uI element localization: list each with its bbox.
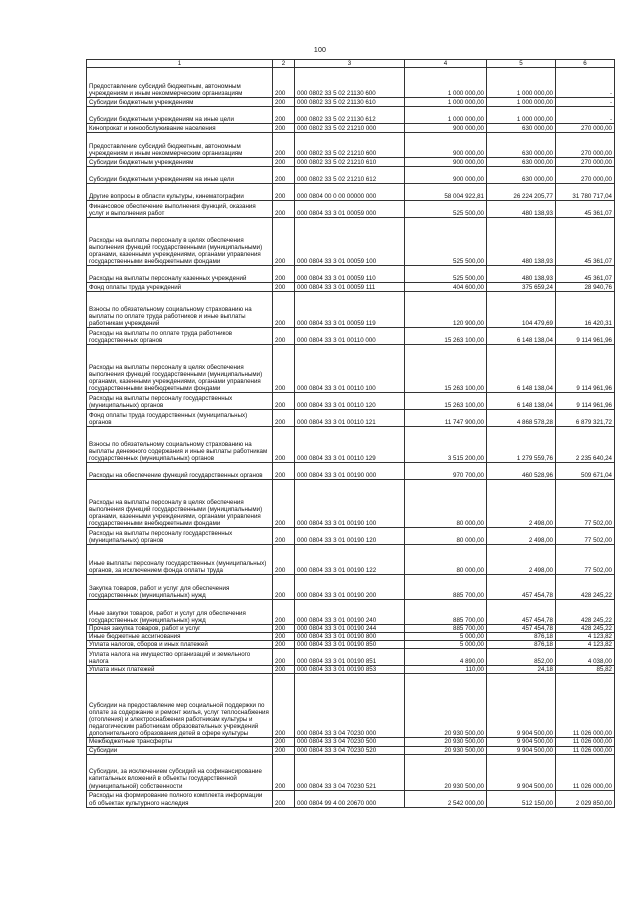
- row-approved-cell: 80 000,00: [405, 480, 487, 528]
- row-executed-cell: 2 498,00: [487, 545, 556, 575]
- row-code-cell: 200: [273, 625, 295, 633]
- row-classification-cell: 000 0804 33 3 01 00190 100: [295, 480, 405, 528]
- row-code-cell: 200: [273, 167, 295, 184]
- row-executed-cell: 26 224 205,77: [487, 184, 556, 201]
- row-approved-cell: 900 000,00: [405, 167, 487, 184]
- row-unexecuted-cell: 4 038,00: [556, 649, 615, 666]
- row-executed-cell: 104 479,69: [487, 292, 556, 328]
- row-executed-cell: 876,18: [487, 633, 556, 641]
- column-header: 1: [87, 60, 273, 68]
- row-executed-cell: 9 904 500,00: [487, 746, 556, 754]
- row-code-cell: 200: [273, 218, 295, 266]
- row-executed-cell: 512 150,00: [487, 790, 556, 807]
- row-approved-cell: 15 263 100,00: [405, 345, 487, 393]
- row-unexecuted-cell: 28 940,76: [556, 283, 615, 292]
- row-approved-cell: 404 600,00: [405, 283, 487, 292]
- column-header: 2: [273, 60, 295, 68]
- row-approved-cell: 885 700,00: [405, 625, 487, 633]
- row-executed-cell: 457 454,78: [487, 625, 556, 633]
- row-approved-cell: 525 500,00: [405, 201, 487, 218]
- row-executed-cell: 9 904 500,00: [487, 674, 556, 738]
- row-executed-cell: 1 279 559,76: [487, 427, 556, 463]
- row-unexecuted-cell: 270 000,00: [556, 167, 615, 184]
- row-executed-cell: 6 148 138,04: [487, 328, 556, 345]
- row-classification-cell: 000 0804 33 3 01 00190 000: [295, 463, 405, 480]
- row-code-cell: 200: [273, 107, 295, 124]
- row-approved-cell: 900 000,00: [405, 158, 487, 167]
- row-executed-cell: 480 138,93: [487, 266, 556, 283]
- row-classification-cell: 000 0802 33 5 02 21130 600: [295, 68, 405, 98]
- row-classification-cell: 000 0804 33 3 01 00190 122: [295, 545, 405, 575]
- row-unexecuted-cell: 270 000,00: [556, 133, 615, 158]
- row-code-cell: 200: [273, 133, 295, 158]
- row-executed-cell: 480 138,93: [487, 201, 556, 218]
- row-code-cell: 200: [273, 746, 295, 754]
- row-executed-cell: 480 138,93: [487, 218, 556, 266]
- row-code-cell: 200: [273, 575, 295, 600]
- row-approved-cell: 120 900,00: [405, 292, 487, 328]
- row-code-cell: 200: [273, 480, 295, 528]
- row-classification-cell: 000 0804 33 3 01 00190 853: [295, 666, 405, 674]
- row-name-cell: Уплата налога на имущество организаций и земельного налога: [87, 649, 273, 666]
- row-executed-cell: 460 528,96: [487, 463, 556, 480]
- row-unexecuted-cell: 11 026 000,00: [556, 738, 615, 746]
- row-name-cell: Расходы на формирование полного комплекта информации об объектах культурного наследия: [87, 790, 273, 807]
- row-approved-cell: 80 000,00: [405, 545, 487, 575]
- table-row: [87, 184, 615, 201]
- row-code-cell: 200: [273, 98, 295, 107]
- row-name-cell: Уплата налогов, сборов и иных платежей: [87, 641, 273, 649]
- row-approved-cell: 1 000 000,00: [405, 98, 487, 107]
- row-classification-cell: 000 0802 33 5 02 21210 612: [295, 167, 405, 184]
- table-row: [87, 545, 615, 575]
- row-unexecuted-cell: 4 123,82: [556, 633, 615, 641]
- table-row: [87, 480, 615, 528]
- table-row: [87, 738, 615, 746]
- row-code-cell: 200: [273, 528, 295, 545]
- row-approved-cell: 885 700,00: [405, 600, 487, 625]
- row-classification-cell: 000 0804 33 3 01 00190 200: [295, 575, 405, 600]
- row-unexecuted-cell: 11 026 000,00: [556, 754, 615, 790]
- row-code-cell: 200: [273, 738, 295, 746]
- row-code-cell: 200: [273, 633, 295, 641]
- row-name-cell: Субсидии бюджетным учреждениям: [87, 158, 273, 167]
- row-classification-cell: 000 0804 33 3 01 00190 120: [295, 528, 405, 545]
- row-name-cell: Иные выплаты персоналу государственных (муниципальных) органов, за исключением фонда оплаты труда: [87, 545, 273, 575]
- row-unexecuted-cell: 31 780 717,04: [556, 184, 615, 201]
- row-approved-cell: 11 747 900,00: [405, 410, 487, 427]
- row-classification-cell: 000 0804 33 3 04 70230 500: [295, 738, 405, 746]
- table-row: [87, 158, 615, 167]
- row-approved-cell: 2 542 000,00: [405, 790, 487, 807]
- row-executed-cell: 6 148 138,04: [487, 393, 556, 410]
- row-name-cell: Финансовое обеспечение выполнения функций, оказания услуг и выполнения работ: [87, 201, 273, 218]
- row-unexecuted-cell: 270 000,00: [556, 124, 615, 133]
- table-row: [87, 292, 615, 328]
- row-code-cell: 200: [273, 158, 295, 167]
- row-classification-cell: 000 0804 33 3 01 00110 129: [295, 427, 405, 463]
- row-unexecuted-cell: 428 245,22: [556, 575, 615, 600]
- row-name-cell: Межбюджетные трансферты: [87, 738, 273, 746]
- row-code-cell: 200: [273, 674, 295, 738]
- row-unexecuted-cell: -: [556, 107, 615, 124]
- row-classification-cell: 000 0804 33 3 01 00059 111: [295, 283, 405, 292]
- row-name-cell: Предоставление субсидий бюджетным, автономным учреждениям и иным некоммерческим организациям: [87, 68, 273, 98]
- row-classification-cell: 000 0804 33 3 04 70230 521: [295, 754, 405, 790]
- row-unexecuted-cell: 2 235 640,24: [556, 427, 615, 463]
- column-header: 4: [405, 60, 487, 68]
- row-classification-cell: 000 0802 33 5 02 21130 610: [295, 98, 405, 107]
- row-name-cell: Прочая закупка товаров, работ и услуг: [87, 625, 273, 633]
- row-executed-cell: 630 000,00: [487, 158, 556, 167]
- row-code-cell: 200: [273, 201, 295, 218]
- row-unexecuted-cell: 9 114 961,96: [556, 345, 615, 393]
- row-name-cell: Расходы на выплаты персоналу казенных учреждений: [87, 266, 273, 283]
- row-code-cell: 200: [273, 545, 295, 575]
- row-classification-cell: 000 0804 33 3 01 00110 120: [295, 393, 405, 410]
- row-code-cell: 200: [273, 345, 295, 393]
- row-name-cell: Другие вопросы в области культуры, кинематографии: [87, 184, 273, 201]
- table-row: [87, 201, 615, 218]
- row-code-cell: 200: [273, 410, 295, 427]
- row-executed-cell: 2 498,00: [487, 480, 556, 528]
- column-header: 5: [487, 60, 556, 68]
- row-name-cell: Взносы по обязательному социальному страхованию на выплаты денежного содержания и иные выплаты работникам государственных (муниципальных) органов: [87, 427, 273, 463]
- row-classification-cell: 000 0802 33 5 02 21210 610: [295, 158, 405, 167]
- row-classification-cell: 000 0804 33 3 01 00190 244: [295, 625, 405, 633]
- row-unexecuted-cell: 6 879 321,72: [556, 410, 615, 427]
- table-row: [87, 167, 615, 184]
- column-header: 6: [556, 60, 615, 68]
- row-code-cell: 200: [273, 184, 295, 201]
- row-unexecuted-cell: 270 000,00: [556, 158, 615, 167]
- row-code-cell: 200: [273, 68, 295, 98]
- row-classification-cell: 000 0802 33 5 02 21210 600: [295, 133, 405, 158]
- row-approved-cell: 525 500,00: [405, 218, 487, 266]
- row-unexecuted-cell: 45 361,07: [556, 218, 615, 266]
- row-classification-cell: 000 0804 33 3 01 00059 000: [295, 201, 405, 218]
- table-row: [87, 68, 615, 98]
- row-name-cell: Расходы на обеспечение функций государственных органов: [87, 463, 273, 480]
- table-row: [87, 666, 615, 674]
- row-executed-cell: 2 498,00: [487, 528, 556, 545]
- row-executed-cell: 1 000 000,00: [487, 68, 556, 98]
- table-row: [87, 575, 615, 600]
- row-code-cell: 200: [273, 666, 295, 674]
- row-approved-cell: 110,00: [405, 666, 487, 674]
- table-row: [87, 641, 615, 649]
- row-name-cell: Субсидии бюджетным учреждениям на иные цели: [87, 107, 273, 124]
- table-row: [87, 218, 615, 266]
- row-name-cell: Уплата иных платежей: [87, 666, 273, 674]
- row-name-cell: Субсидии бюджетным учреждениям: [87, 98, 273, 107]
- row-classification-cell: 000 0802 33 5 02 21130 612: [295, 107, 405, 124]
- row-unexecuted-cell: 428 245,22: [556, 600, 615, 625]
- row-approved-cell: 20 930 500,00: [405, 674, 487, 738]
- row-name-cell: Иные закупки товаров, работ и услуг для обеспечения государственных (муниципальных) нужд: [87, 600, 273, 625]
- row-executed-cell: 630 000,00: [487, 167, 556, 184]
- table-row: [87, 98, 615, 107]
- row-unexecuted-cell: 45 361,07: [556, 266, 615, 283]
- table-row: [87, 674, 615, 738]
- row-classification-cell: 000 0804 00 0 00 00000 000: [295, 184, 405, 201]
- table-row: [87, 345, 615, 393]
- row-name-cell: Расходы на выплаты персоналу государственных (муниципальных) органов: [87, 528, 273, 545]
- row-approved-cell: 1 000 000,00: [405, 107, 487, 124]
- row-name-cell: Субсидии бюджетным учреждениям на иные цели: [87, 167, 273, 184]
- row-unexecuted-cell: 77 502,00: [556, 480, 615, 528]
- row-name-cell: Взносы по обязательному социальному страхованию на выплаты по оплате труда работников и иные выплаты работникам учреждений: [87, 292, 273, 328]
- table-row: [87, 107, 615, 124]
- row-unexecuted-cell: 509 671,04: [556, 463, 615, 480]
- row-executed-cell: 457 454,78: [487, 600, 556, 625]
- row-classification-cell: 000 0804 33 3 01 00059 119: [295, 292, 405, 328]
- row-classification-cell: 000 0802 33 5 02 21210 000: [295, 124, 405, 133]
- row-approved-cell: 900 000,00: [405, 124, 487, 133]
- row-name-cell: Фонд оплаты труда государственных (муниципальных) органов: [87, 410, 273, 427]
- table-row: [87, 463, 615, 480]
- row-approved-cell: 5 000,00: [405, 641, 487, 649]
- table-row: [87, 754, 615, 790]
- row-executed-cell: 9 904 500,00: [487, 754, 556, 790]
- row-unexecuted-cell: 45 361,07: [556, 201, 615, 218]
- row-unexecuted-cell: 11 026 000,00: [556, 674, 615, 738]
- row-executed-cell: 457 454,78: [487, 575, 556, 600]
- row-name-cell: Расходы на выплаты персоналу государственных (муниципальных) органов: [87, 393, 273, 410]
- row-approved-cell: 80 000,00: [405, 528, 487, 545]
- row-executed-cell: 9 904 500,00: [487, 738, 556, 746]
- row-classification-cell: 000 0804 33 3 01 00190 800: [295, 633, 405, 641]
- row-name-cell: Расходы на выплаты по оплате труда работников государственных органов: [87, 328, 273, 345]
- table-row: [87, 427, 615, 463]
- row-executed-cell: 24,18: [487, 666, 556, 674]
- row-name-cell: Субсидии на предоставление мер социальной поддержки по оплате за содержание и ремонт жилья, услуг теплоснабжения (отопления) и электроснабжения работникам культуры и педагогическим работникам образовательных учреждений дополнительного образования детей в сфере культуры: [87, 674, 273, 738]
- row-code-cell: 200: [273, 124, 295, 133]
- row-code-cell: 200: [273, 393, 295, 410]
- row-unexecuted-cell: -: [556, 68, 615, 98]
- row-classification-cell: 000 0804 33 3 01 00059 110: [295, 266, 405, 283]
- row-approved-cell: 885 700,00: [405, 575, 487, 600]
- row-unexecuted-cell: 77 502,00: [556, 545, 615, 575]
- row-classification-cell: 000 0804 99 4 00 20670 000: [295, 790, 405, 807]
- row-name-cell: Расходы на выплаты персоналу в целях обеспечения выполнения функций государственными (муниципальными) органами, казенными учреждениями, органами управления государственными внебюджетными фондами: [87, 480, 273, 528]
- row-classification-cell: 000 0804 33 3 04 70230 520: [295, 746, 405, 754]
- row-name-cell: Субсидии, за исключением субсидий на софинансирование капитальных вложений в объекты государственной (муниципальной) собственности: [87, 754, 273, 790]
- row-approved-cell: 15 263 100,00: [405, 328, 487, 345]
- row-name-cell: Расходы на выплаты персоналу в целях обеспечения выполнения функций государственными (муниципальными) органами, казенными учреждениями, органами управления государственными внебюджетными фондами: [87, 218, 273, 266]
- row-unexecuted-cell: 428 245,22: [556, 625, 615, 633]
- row-code-cell: 200: [273, 266, 295, 283]
- row-code-cell: 200: [273, 600, 295, 625]
- row-unexecuted-cell: 2 029 850,00: [556, 790, 615, 807]
- row-approved-cell: 1 000 000,00: [405, 68, 487, 98]
- row-unexecuted-cell: 85,82: [556, 666, 615, 674]
- row-approved-cell: 4 890,00: [405, 649, 487, 666]
- table-row: [87, 633, 615, 641]
- row-classification-cell: 000 0804 33 3 01 00110 000: [295, 328, 405, 345]
- table-row: [87, 133, 615, 158]
- row-executed-cell: 876,18: [487, 641, 556, 649]
- row-classification-cell: 000 0804 33 3 01 00190 850: [295, 641, 405, 649]
- row-classification-cell: 000 0804 33 3 04 70230 000: [295, 674, 405, 738]
- row-executed-cell: 4 868 578,28: [487, 410, 556, 427]
- row-name-cell: Субсидии: [87, 746, 273, 754]
- row-executed-cell: 6 148 138,04: [487, 345, 556, 393]
- table-row: [87, 790, 615, 807]
- row-executed-cell: 1 000 000,00: [487, 98, 556, 107]
- row-approved-cell: 525 500,00: [405, 266, 487, 283]
- row-classification-cell: 000 0804 33 3 01 00059 100: [295, 218, 405, 266]
- row-classification-cell: 000 0804 33 3 01 00190 851: [295, 649, 405, 666]
- row-executed-cell: 852,00: [487, 649, 556, 666]
- row-classification-cell: 000 0804 33 3 01 00110 121: [295, 410, 405, 427]
- row-code-cell: 200: [273, 292, 295, 328]
- row-unexecuted-cell: 4 123,82: [556, 641, 615, 649]
- row-approved-cell: 20 930 500,00: [405, 746, 487, 754]
- row-code-cell: 200: [273, 283, 295, 292]
- row-code-cell: 200: [273, 790, 295, 807]
- table-header-row: [87, 60, 615, 68]
- row-code-cell: 200: [273, 328, 295, 345]
- row-unexecuted-cell: 77 502,00: [556, 528, 615, 545]
- row-unexecuted-cell: -: [556, 98, 615, 107]
- table-row: [87, 649, 615, 666]
- table-row: [87, 283, 615, 292]
- row-name-cell: Фонд оплаты труда учреждений: [87, 283, 273, 292]
- row-executed-cell: 630 000,00: [487, 133, 556, 158]
- page-number: 100: [313, 47, 327, 54]
- row-approved-cell: 58 004 922,81: [405, 184, 487, 201]
- row-classification-cell: 000 0804 33 3 01 00110 100: [295, 345, 405, 393]
- row-approved-cell: 5 000,00: [405, 633, 487, 641]
- row-approved-cell: 20 930 500,00: [405, 754, 487, 790]
- row-code-cell: 200: [273, 649, 295, 666]
- row-name-cell: Предоставление субсидий бюджетным, автономным учреждениям и иным некоммерческим организациям: [87, 133, 273, 158]
- row-code-cell: 200: [273, 641, 295, 649]
- table-row: [87, 600, 615, 625]
- row-approved-cell: 3 515 200,00: [405, 427, 487, 463]
- row-name-cell: Иные бюджетные ассигнования: [87, 633, 273, 641]
- row-approved-cell: 970 700,00: [405, 463, 487, 480]
- row-name-cell: Закупка товаров, работ и услуг для обеспечения государственных (муниципальных) нужд: [87, 575, 273, 600]
- column-header: 3: [295, 60, 405, 68]
- row-approved-cell: 20 930 500,00: [405, 738, 487, 746]
- row-code-cell: 200: [273, 427, 295, 463]
- row-approved-cell: 15 263 100,00: [405, 393, 487, 410]
- row-unexecuted-cell: 16 420,31: [556, 292, 615, 328]
- row-approved-cell: 900 000,00: [405, 133, 487, 158]
- row-executed-cell: 375 659,24: [487, 283, 556, 292]
- row-classification-cell: 000 0804 33 3 01 00190 240: [295, 600, 405, 625]
- row-code-cell: 200: [273, 463, 295, 480]
- row-name-cell: Расходы на выплаты персоналу в целях обеспечения выполнения функций государственными (муниципальными) органами, казенными учреждениями, органами управления государственными внебюджетными фондами: [87, 345, 273, 393]
- table-row: [87, 124, 615, 133]
- table-row: [87, 528, 615, 545]
- table-row: [87, 746, 615, 754]
- row-code-cell: 200: [273, 754, 295, 790]
- row-executed-cell: 1 000 000,00: [487, 107, 556, 124]
- row-name-cell: Кинопрокат и кинообслуживание населения: [87, 124, 273, 133]
- row-unexecuted-cell: 11 026 000,00: [556, 746, 615, 754]
- row-unexecuted-cell: 9 114 961,96: [556, 393, 615, 410]
- row-executed-cell: 630 000,00: [487, 124, 556, 133]
- table-row: [87, 266, 615, 283]
- table-row: [87, 410, 615, 427]
- table-row: [87, 625, 615, 633]
- budget-table: [86, 59, 615, 808]
- table-row: [87, 328, 615, 345]
- table-row: [87, 393, 615, 410]
- row-unexecuted-cell: 9 114 961,96: [556, 328, 615, 345]
